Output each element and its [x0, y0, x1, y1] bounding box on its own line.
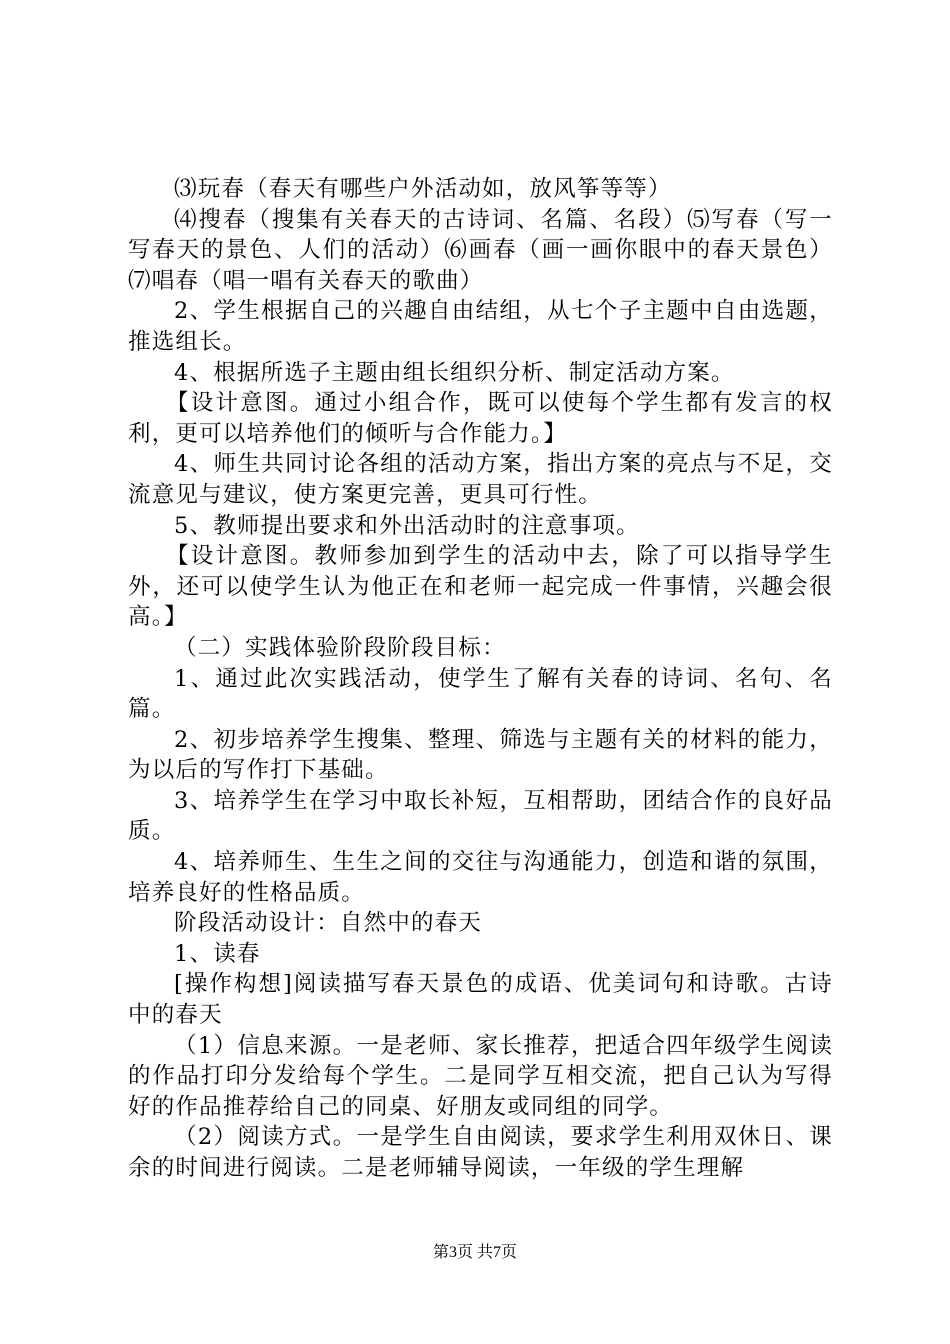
- paragraph-group-selection: 2、学生根据自己的兴趣自由结组，从七个子主题中自由选题，推选组长。: [128, 298, 833, 355]
- paragraph-information-source: （1）信息来源。一是老师、家长推荐，把适合四年级学生阅读的作品打印分发给每个学生。二是同学互相交流，把自己认为写得好的作品推荐给自己的同桌、好朋友或同组的同学。: [128, 1032, 833, 1120]
- paragraph-stage-activity-design: 阶段活动设计：自然中的春天: [174, 910, 483, 937]
- paragraph-goal-2: 2、初步培养学生搜集、整理、筛选与主题有关的材料的能力，为以后的写作打下基础。: [128, 726, 833, 784]
- paragraph-teacher-requirements: 5、教师提出要求和外出活动时的注意事项。: [174, 512, 640, 539]
- paragraph-goal-1: 1、通过此次实践活动，使学生了解有关春的诗词、名句、名篇。: [128, 665, 833, 723]
- paragraph-design-intent-1: 【设计意图。通过小组合作，既可以使每个学生都有发言的权利，更可以培养他们的倾听与合作能力。】: [128, 390, 833, 447]
- paragraph-operation-idea: [操作构想]阅读描写春天景色的成语、优美词句和诗歌。古诗中的春天: [128, 971, 833, 1029]
- paragraph-discuss-plans: 4、师生共同讨论各组的活动方案，指出方案的亮点与不足，交流意见与建议，使方案更完善，更具可行性。: [128, 451, 833, 508]
- paragraph-play-spring: ⑶玩春（春天有哪些户外活动如，放风筝等等）: [174, 176, 672, 202]
- document-body: [128, 174, 833, 1184]
- paragraph-activity-plan: 4、根据所选子主题由组长组织分析、制定活动方案。: [174, 359, 735, 386]
- page-footer: [0, 1243, 950, 1263]
- paragraph-stage-two-heading: （二）实践体验阶段阶段目标：: [174, 634, 506, 661]
- paragraph-goal-4: 4、培养师生、生生之间的交往与沟通能力，创造和谐的氛围，培养良好的性格品质。: [128, 849, 833, 906]
- paragraph-search-spring: ⑷搜春（搜集有关春天的古诗词、名篇、名段）⑸写春（写一写春天的景色、人们的活动）⑹画春（画一画你眼中的春天景色）⑺唱春（唱一唱有关春天的歌曲）: [128, 206, 833, 294]
- page-number: 第3页 共7页: [432, 1244, 517, 1261]
- paragraph-goal-3: 3、培养学生在学习中取长补短，互相帮助，团结合作的良好品质。: [128, 787, 833, 845]
- paragraph-reading-method: （2）阅读方式。一是学生自由阅读，要求学生利用双休日、课余的时间进行阅读。二是老师辅导阅读，一年级的学生理解: [128, 1124, 833, 1181]
- paragraph-read-spring: 1、读春: [174, 940, 261, 967]
- paragraph-design-intent-2: 【设计意图。教师参加到学生的活动中去，除了可以指导学生外，还可以使学生认为他正在和老师一起完成一件事情，兴趣会很高。】: [128, 543, 833, 631]
